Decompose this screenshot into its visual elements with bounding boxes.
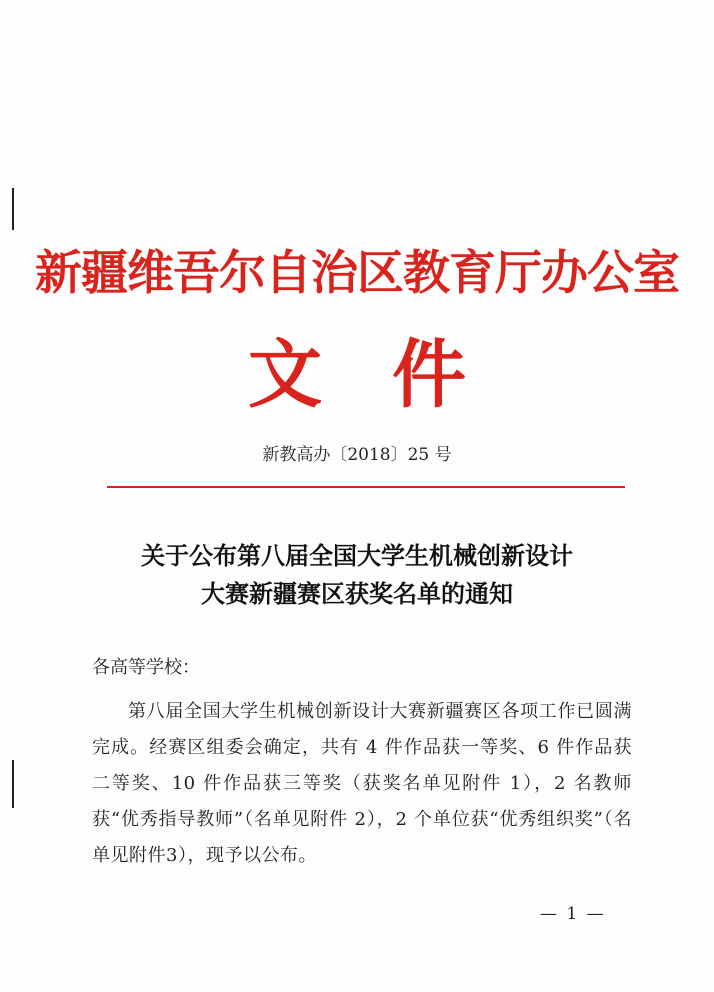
document-word: 文件 [248, 332, 536, 418]
salutation: 各高等学校： [92, 657, 200, 678]
red-separator-line [107, 486, 625, 488]
page-number: — 1 — [540, 904, 606, 924]
body-paragraph: 第八届全国大学生机械创新设计大赛新疆赛区各项工作已圆满完成。经赛区组委会确定，共有 4 件作品获一等奖、6 件作品获二等奖、10 件作品获三等奖（获奖名单见附件 1），2 名教师获“优秀指导教师”（名单见附件 2），2 个单位获“优秀组织奖”（名单见附件3），现予以公布。 [92, 701, 632, 866]
title-line-2: 大赛新疆赛区获奖名单的通知 [201, 579, 513, 608]
title-line-1: 关于公布第八届全国大学生机械创新设计 [141, 541, 573, 570]
notice-body [92, 650, 632, 874]
scan-edge-mark [12, 188, 14, 230]
notice-title [0, 537, 714, 613]
document-number: 新教高办〔2018〕25 号 [262, 445, 452, 465]
scan-edge-mark [12, 760, 14, 808]
issuer-name: 新疆维吾尔自治区教育厅办公室 [35, 246, 679, 301]
